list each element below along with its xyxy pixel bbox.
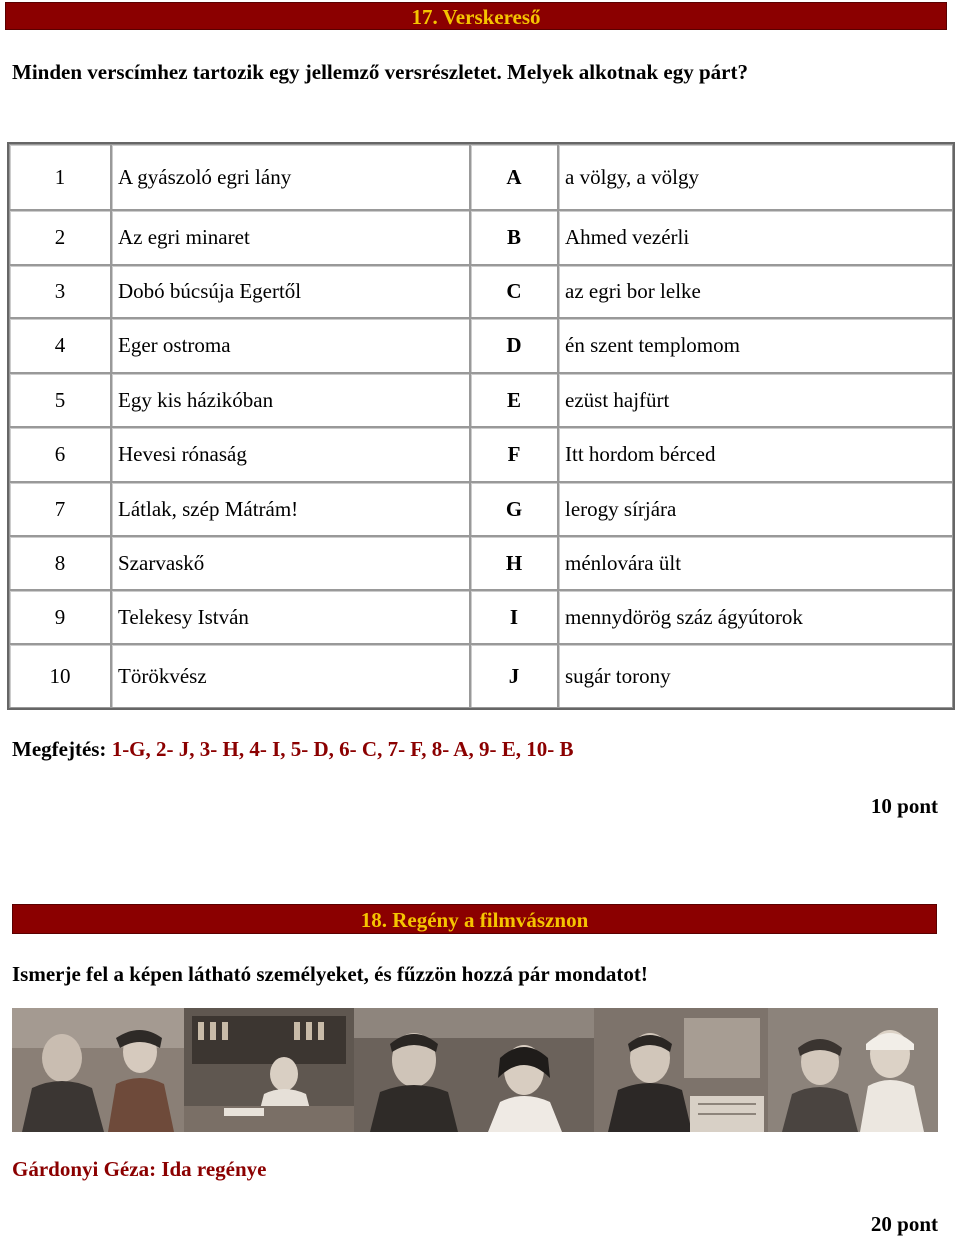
row-letter: C: [470, 265, 558, 318]
novel-answer: Gárdonyi Géza: Ida regénye: [12, 1157, 267, 1181]
table-row: [9, 644, 953, 708]
solution-answers: 1-G, 2- J, 3- H, 4- I, 5- D, 6- C, 7- F, 8- A, 9- E, 10- B: [111, 737, 574, 761]
solution-line: [12, 737, 573, 762]
row-letter: E: [470, 373, 558, 427]
poem-title: Törökvész: [111, 644, 470, 708]
poem-title: Eger ostroma: [111, 318, 470, 373]
table-row: [9, 210, 953, 265]
poem-title: Egy kis házikóban: [111, 373, 470, 427]
poem-excerpt: mennydörög száz ágyútorok: [558, 590, 953, 644]
poem-excerpt: Itt hordom bérced: [558, 427, 953, 482]
row-letter: A: [470, 144, 558, 210]
poem-title: Dobó búcsúja Egertől: [111, 265, 470, 318]
matching-table: [7, 142, 955, 710]
film-still-1: [12, 1008, 184, 1132]
poem-title: Szarvaskő: [111, 536, 470, 590]
poem-excerpt: a völgy, a völgy: [558, 144, 953, 210]
poem-excerpt: az egri bor lelke: [558, 265, 953, 318]
poem-excerpt: ménlovára ült: [558, 536, 953, 590]
section-17-heading: 17. Verskereső: [5, 2, 947, 30]
row-number: 1: [9, 144, 111, 210]
table-row: [9, 144, 953, 210]
table-row: [9, 536, 953, 590]
film-still-3: [354, 1008, 594, 1132]
row-number: 10: [9, 644, 111, 708]
poem-title: Látlak, szép Mátrám!: [111, 482, 470, 536]
section-17-instruction: Minden verscímhez tartozik egy jellemző versrészletet. Melyek alkotnak egy párt?: [12, 60, 748, 84]
poem-excerpt: lerogy sírjára: [558, 482, 953, 536]
table-row: [9, 373, 953, 427]
film-still-4: [594, 1008, 768, 1132]
section-18-points: 20 pont: [870, 1212, 938, 1236]
poem-excerpt: sugár torony: [558, 644, 953, 708]
solution-label: Megfejtés:: [12, 737, 107, 761]
table-row: [9, 318, 953, 373]
poem-excerpt: én szent templomom: [558, 318, 953, 373]
film-still-2: [184, 1008, 354, 1132]
section-18-heading: 18. Regény a filmvásznon: [12, 904, 937, 934]
table-row: [9, 590, 953, 644]
row-letter: J: [470, 644, 558, 708]
row-letter: H: [470, 536, 558, 590]
table-row: [9, 427, 953, 482]
row-number: 8: [9, 536, 111, 590]
film-still-5: [768, 1008, 938, 1132]
film-stills-strip: [12, 1008, 938, 1132]
row-letter: B: [470, 210, 558, 265]
row-number: 3: [9, 265, 111, 318]
poem-title: A gyászoló egri lány: [111, 144, 470, 210]
table-row: [9, 482, 953, 536]
row-letter: G: [470, 482, 558, 536]
row-letter: F: [470, 427, 558, 482]
table-row: [9, 265, 953, 318]
section-18-instruction: Ismerje fel a képen látható személyeket, és fűzzön hozzá pár mondatot!: [12, 962, 648, 986]
poem-title: Az egri minaret: [111, 210, 470, 265]
poem-title: Hevesi rónaság: [111, 427, 470, 482]
poem-excerpt: Ahmed vezérli: [558, 210, 953, 265]
poem-title: Telekesy István: [111, 590, 470, 644]
row-number: 5: [9, 373, 111, 427]
row-letter: I: [470, 590, 558, 644]
row-letter: D: [470, 318, 558, 373]
row-number: 4: [9, 318, 111, 373]
section-17-points: 10 pont: [870, 794, 938, 818]
row-number: 9: [9, 590, 111, 644]
row-number: 7: [9, 482, 111, 536]
row-number: 2: [9, 210, 111, 265]
poem-excerpt: ezüst hajfürt: [558, 373, 953, 427]
row-number: 6: [9, 427, 111, 482]
